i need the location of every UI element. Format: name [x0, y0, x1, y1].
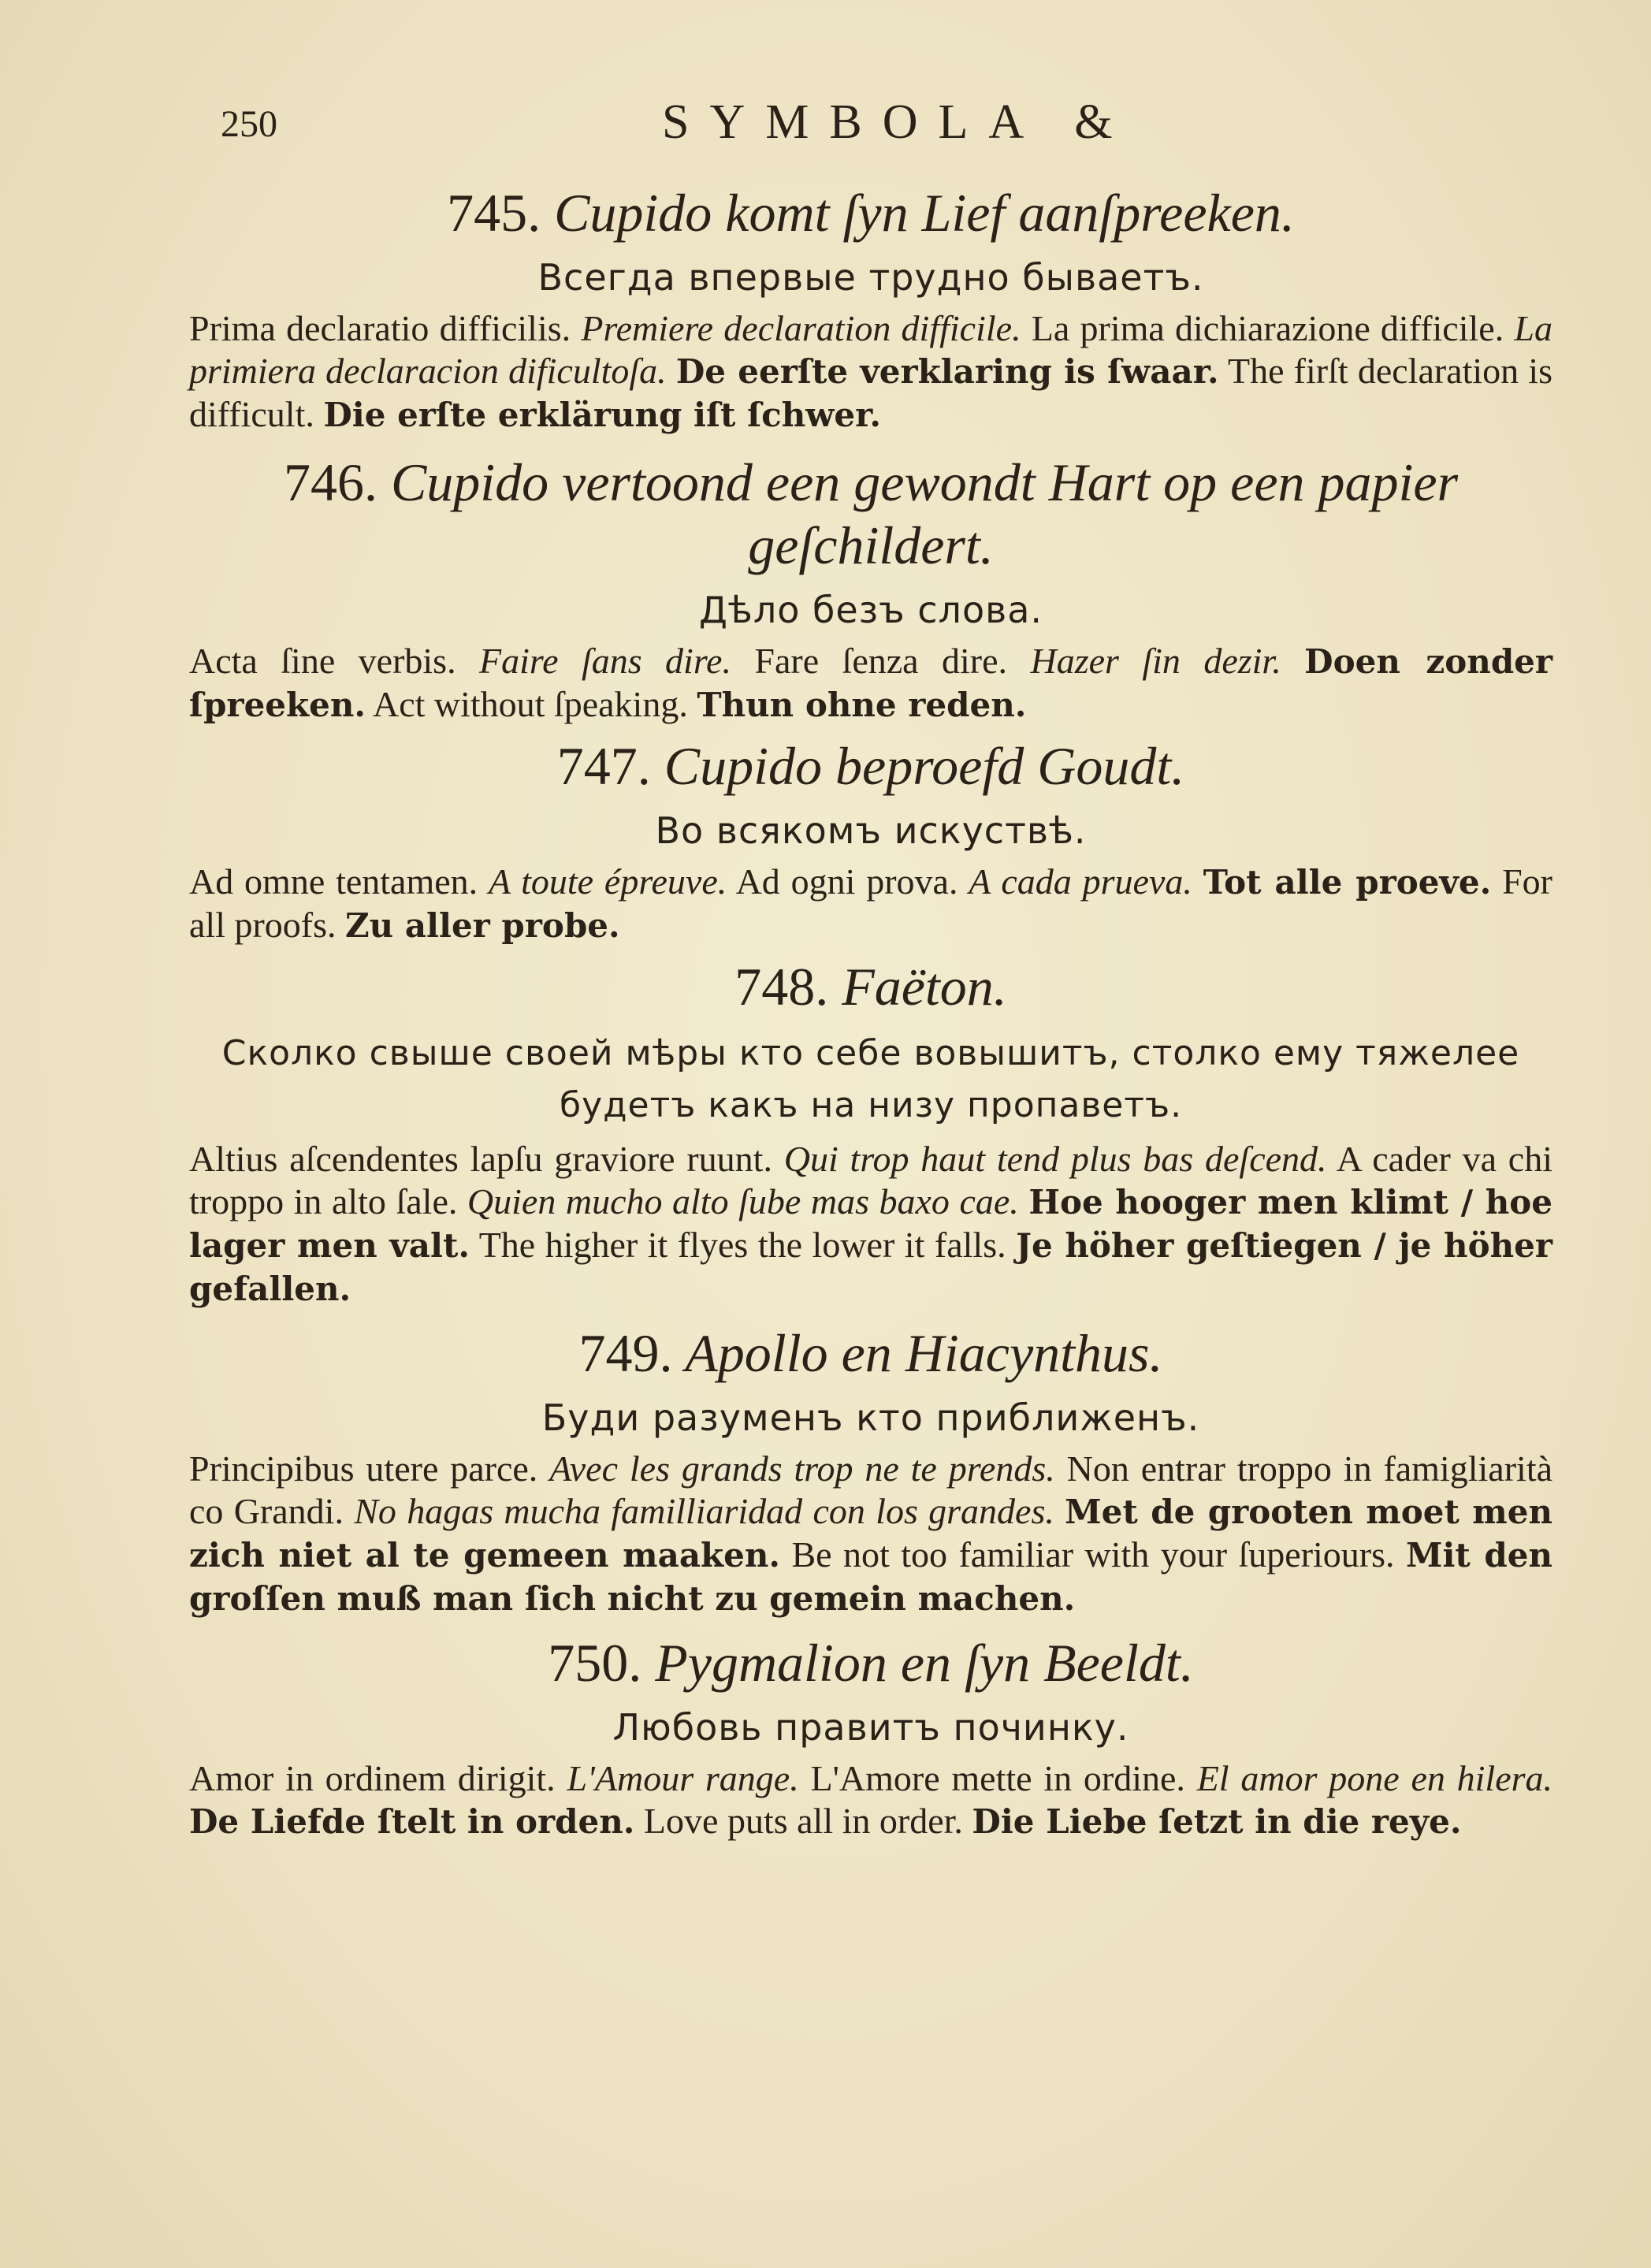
entry-translations — [189, 1138, 1552, 1311]
entry-title — [189, 734, 1552, 798]
russian-motto: Во всякомъ искуствѣ. — [655, 809, 1087, 852]
italian-motto: Fare ſenza dire. — [754, 641, 1008, 681]
entry-title-text: Pygmalion en ſyn Beeldt. — [655, 1633, 1194, 1693]
english-motto: For all proofs. — [189, 861, 1552, 945]
entry-title — [189, 1631, 1552, 1694]
french-motto: L'Amour range. — [567, 1758, 799, 1798]
entry-translations — [189, 640, 1552, 727]
entry-title-text: Cupido vertoond een gewondt Hart op een papier geſchildert. — [390, 452, 1459, 575]
english-motto: The firſt declaration is difficult. — [189, 351, 1553, 434]
latin-motto: Amor in ordinem dirigit. — [189, 1758, 556, 1798]
spanish-motto: La primiera declaracion dificultoſa. — [189, 308, 1552, 391]
entry-title-text: Faëton. — [842, 957, 1007, 1017]
latin-motto: Acta ſine verbis. — [189, 641, 456, 681]
spanish-motto: No hagas mucha familliaridad con los grandes. — [354, 1491, 1054, 1531]
entry-translations — [189, 861, 1552, 947]
entry-number: 745. — [447, 183, 541, 243]
russian-motto: Дѣло безъ слова. — [698, 589, 1043, 631]
dutch-motto: Hoe hooger men klimt / hoe lager men valt. — [189, 1183, 1553, 1265]
spanish-motto: El amor pone en hilera. — [1196, 1758, 1553, 1798]
latin-motto: Altius aſcendentes lapſu graviore ruunt. — [189, 1139, 772, 1179]
entry-number: 746. — [283, 452, 377, 512]
italian-motto: A cader va chi troppo in alto ſale. — [189, 1139, 1552, 1221]
dutch-motto: Tot alle proeve. — [1203, 863, 1492, 902]
german-motto: Zu aller probe. — [345, 906, 620, 945]
french-motto: Premiere declaration difficile. — [581, 308, 1021, 348]
german-motto: Die Liebe ſetzt in die reye. — [972, 1802, 1462, 1841]
entry-title — [189, 451, 1552, 577]
german-motto: Mit den groſſen muß man ſich nicht zu gemein machen. — [189, 1536, 1553, 1618]
english-motto: Act without ſpeaking. — [372, 684, 688, 724]
french-motto: Qui trop haut tend plus bas deſcend. — [783, 1139, 1327, 1179]
latin-motto: Prima declaratio difficilis. — [189, 308, 571, 348]
entry-number: 750. — [548, 1633, 642, 1693]
entry-number: 749. — [578, 1323, 673, 1383]
spanish-motto: Hazer ſin dezir. — [1030, 641, 1281, 681]
dutch-motto: De Liefde ſtelt in orden. — [189, 1802, 635, 1841]
english-motto: Love puts all in order. — [643, 1801, 963, 1841]
page-header — [221, 95, 1560, 165]
latin-motto: Ad omne tentamen. — [189, 861, 478, 902]
entry-title-text: Cupido beproefd Goudt. — [664, 736, 1185, 796]
dutch-motto: De eerſte verklaring is ſwaar. — [675, 352, 1219, 391]
latin-motto: Principibus utere parce. — [189, 1448, 538, 1489]
italian-motto: La prima dichiarazione difficile. — [1031, 308, 1504, 348]
page-number: 250 — [221, 103, 277, 145]
english-motto: Be not too familiar with your ſuperiours. — [791, 1534, 1395, 1575]
entry-title — [189, 1322, 1552, 1385]
spanish-motto: Quien mucho alto ſube mas baxo cae. — [467, 1181, 1019, 1221]
dutch-motto: Doen zonder ſpreeken. — [189, 642, 1553, 724]
entry-title — [189, 181, 1552, 244]
german-motto: Je höher geſtiegen / je höher gefallen. — [189, 1226, 1552, 1308]
italian-motto: Ad ogni prova. — [735, 861, 958, 902]
emblem-entry-747 — [189, 734, 1552, 947]
entry-title — [189, 955, 1552, 1018]
dutch-motto: Met de grooten moet men zich niet al te gemeen maaken. — [189, 1493, 1553, 1575]
entry-translations — [189, 1757, 1552, 1843]
russian-motto: Любовь правитъ починку. — [612, 1706, 1129, 1749]
spanish-motto: A cada prueva. — [969, 861, 1192, 902]
entry-translations — [189, 307, 1552, 437]
entries-list — [189, 181, 1552, 1851]
french-motto: A toute épreuve. — [489, 861, 727, 902]
russian-motto: Буди разуменъ кто приближенъ. — [541, 1396, 1200, 1439]
italian-motto: L'Amore mette in ordine. — [810, 1758, 1185, 1798]
emblem-entry-745 — [189, 181, 1552, 437]
entry-title-text: Cupido komt ſyn Lief aanſpreeken. — [554, 183, 1295, 243]
english-motto: The higher it flyes the lower it falls. — [478, 1225, 1006, 1265]
entry-translations — [189, 1448, 1552, 1620]
russian-motto: Всегда впервые трудно бываетъ. — [537, 256, 1204, 299]
french-motto: Avec les grands trop ne te prends. — [549, 1448, 1055, 1489]
entry-title-text: Apollo en Hiacynthus. — [685, 1323, 1163, 1383]
russian-motto: Сколко свыше своей мѣры кто себе вовышитъ, столко ему тяжелее будетъ какъ на низу пропаветъ. — [221, 1033, 1520, 1125]
german-motto: Thun ohne reden. — [697, 686, 1027, 724]
emblem-entry-748 — [189, 955, 1552, 1311]
running-head: SYMBOLA & — [662, 95, 1133, 149]
emblem-entry-750 — [189, 1631, 1552, 1843]
emblem-entry-749 — [189, 1322, 1552, 1620]
italian-motto: Non entrar troppo in famigliarità co Grandi. — [189, 1448, 1553, 1531]
entry-number: 747. — [556, 736, 651, 796]
emblem-entry-746 — [189, 451, 1552, 727]
french-motto: Faire ſans dire. — [479, 641, 731, 681]
german-motto: Die erſte erklärung iſt ſchwer. — [323, 396, 882, 434]
entry-number: 748. — [734, 957, 829, 1017]
